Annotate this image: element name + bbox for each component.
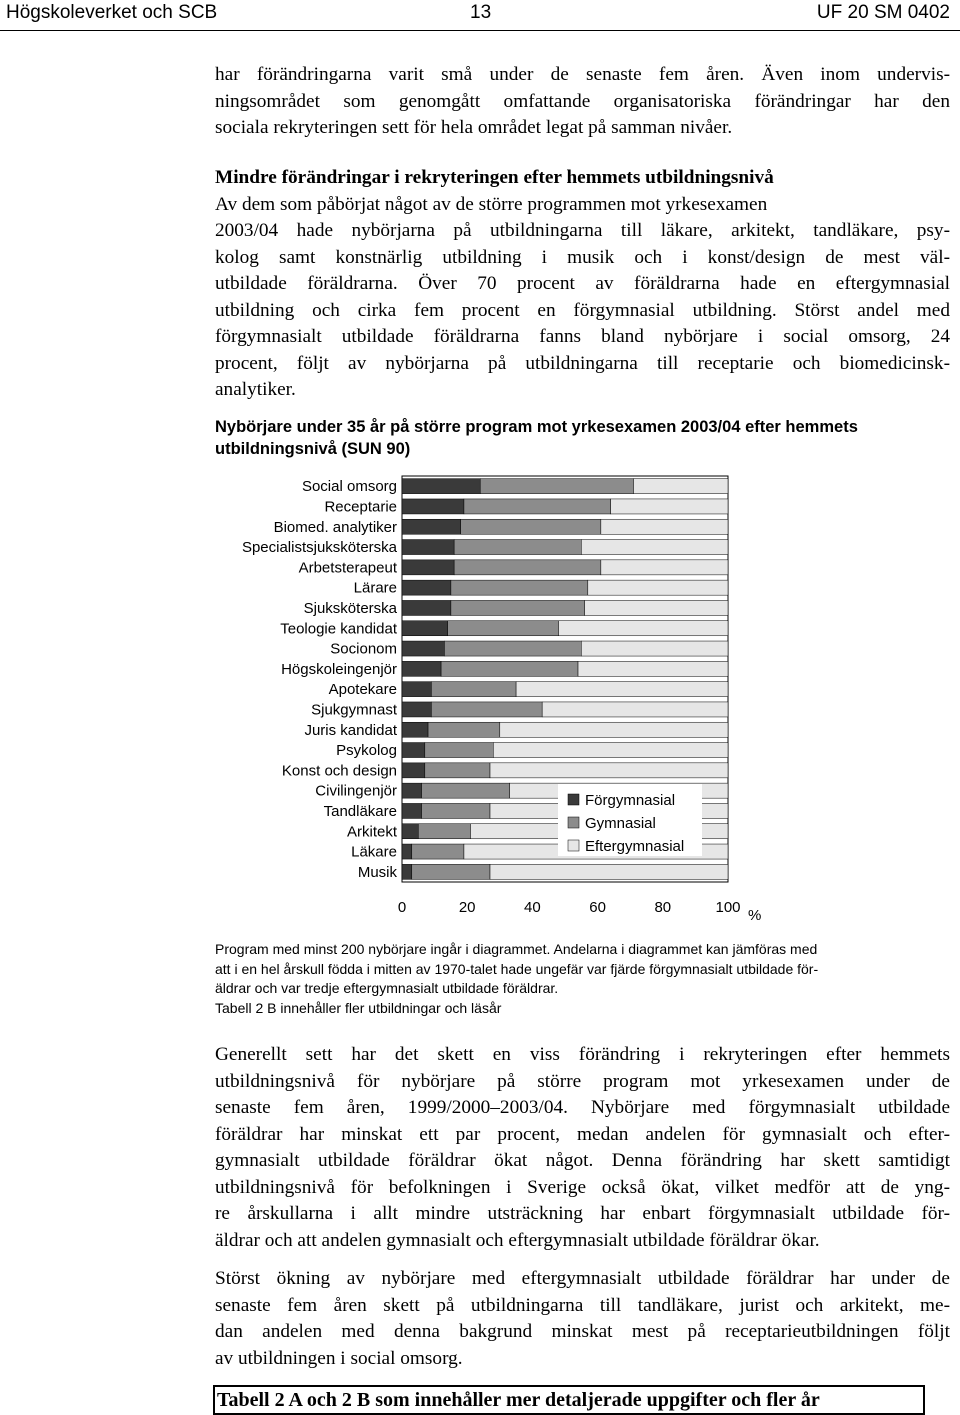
bar-segment xyxy=(402,499,464,514)
bar-segment xyxy=(402,763,425,778)
page-number: 13 xyxy=(470,2,492,23)
text-line: analytiker. xyxy=(215,379,296,400)
bar-segment xyxy=(428,722,500,737)
bar-segment xyxy=(542,702,728,717)
note-line: att i en hel årskull födda i mitten av 1970-talet hade ungefär var fjärde förgymnasialt utbildade för- xyxy=(215,960,819,977)
legend-label: Eftergymnasial xyxy=(585,838,685,855)
legend-label: Gymnasial xyxy=(585,815,656,832)
bar-segment xyxy=(402,560,454,575)
category-label: Specialistsjuksköterska xyxy=(241,539,397,557)
category-label: Receptarie xyxy=(324,498,397,516)
header-right: UF 20 SM 0402 xyxy=(816,2,950,23)
bar-segment xyxy=(585,600,728,615)
bar-segment xyxy=(402,864,412,879)
bar-segment xyxy=(581,540,728,555)
bar-segment xyxy=(402,641,444,656)
category-label: Psykolog xyxy=(336,742,397,760)
header-left: Högskoleverket och SCB xyxy=(6,2,218,23)
bar-segment xyxy=(402,661,441,676)
text-line: utbildningsnivå för nybörjare på större program mot yrkesexamen under de xyxy=(215,1070,950,1092)
bar-segment xyxy=(402,479,480,494)
intro-paragraph xyxy=(215,62,950,142)
text-line: procent, följt av nybörjarna på utbildningarna till receptarie och biomedicinsk- xyxy=(215,352,950,374)
category-label: Arbetsterapeut xyxy=(298,559,397,577)
category-label: Arkitekt xyxy=(346,823,397,841)
category-label: Apotekare xyxy=(328,681,397,699)
bar-segment xyxy=(480,479,633,494)
text-line: har förändringarna varit små under de senaste fem åren. Även inom undervis- xyxy=(215,64,950,85)
legend-swatch xyxy=(568,794,579,805)
x-axis-unit: % xyxy=(748,907,762,924)
bar-segment xyxy=(402,803,422,818)
bar-segment xyxy=(461,519,601,534)
bar-segment xyxy=(454,560,601,575)
section-heading: Mindre förändringar i rekryteringen efter hemmets utbildningsnivå xyxy=(215,167,774,188)
bar-segment xyxy=(402,844,412,859)
bar-segment xyxy=(402,743,425,758)
category-label: Juris kandidat xyxy=(304,721,397,739)
bar-segment xyxy=(444,641,581,656)
text-line: av utbildningen i social omsorg. xyxy=(215,1347,463,1369)
paragraph-2 xyxy=(215,1042,950,1254)
bar-segment xyxy=(425,763,490,778)
text-line: förgymnasialt utbildade föräldrarna fanns bland nybörjare i social omsorg, 24 xyxy=(215,326,950,347)
bar-segment xyxy=(441,661,578,676)
bar-segment xyxy=(558,621,728,636)
category-label: Sjuksköterska xyxy=(303,599,397,617)
bar-segment xyxy=(490,864,728,879)
bar-segment xyxy=(418,824,470,839)
text-line: utbildade föräldrarna. Över 70 procent av föräldrarna hade en eftergymnasial xyxy=(215,273,950,294)
text-line: sociala rekryteringen sett för hela området legat på samman nivåer. xyxy=(215,117,733,138)
figure-title-line: Nybörjare under 35 år på större program mot yrkesexamen 2003/04 efter hemmets xyxy=(215,418,858,436)
text-line: ningsområdet som genomgått omfattande organisatoriska förändringar har den xyxy=(215,90,950,112)
bar-segment xyxy=(402,682,431,697)
bar-segment xyxy=(402,540,454,555)
text-line: Störst ökning av nybörjare med eftergymnasialt utbildade föräldrar har under de xyxy=(215,1268,950,1289)
bar-segment xyxy=(611,499,728,514)
text-line: senaste fem åren, 1999/2000–2003/04. Nybörjare med förgymnasialt utbildade xyxy=(215,1097,950,1118)
note-line: äldrar och var tredje eftergymnasialt utbildade föräldrar. xyxy=(215,980,559,996)
category-label: Lärare xyxy=(353,579,397,597)
text-line: äldrar och att andelen gymnasialt och eftergymnasialt utbildade föräldrar ökar. xyxy=(215,1229,820,1251)
category-label: Läkare xyxy=(351,843,397,861)
text-line: utbildning och cirka fem procent en förgymnasial utbildning. Störst andel med xyxy=(215,299,950,321)
bar-segment xyxy=(402,722,428,737)
text-line: Generellt sett har det skett en viss förändring i rekryteringen efter hemmets xyxy=(215,1044,950,1065)
category-label: Konst och design xyxy=(281,762,397,780)
text-line: re årskullarna i allt mindre utsträckning har enbart förgymnasialt utbildade för- xyxy=(215,1203,950,1224)
bar-segment xyxy=(402,580,451,595)
bar-segment xyxy=(422,803,490,818)
x-tick-label: 20 xyxy=(458,899,476,916)
bar-segment xyxy=(425,743,493,758)
bar-segment xyxy=(451,600,585,615)
bar-segment xyxy=(464,499,611,514)
text-line: föräldrar har minskat ett par procent, medan andelen för gymnasialt och efter- xyxy=(215,1123,950,1145)
category-label: Socionom xyxy=(330,640,397,658)
category-label: Tandläkare xyxy=(323,802,397,820)
bar-segment xyxy=(578,661,728,676)
bar-segment xyxy=(412,864,490,879)
text-line: 2003/04 hade nybörjarna på utbildningarna till läkare, arkitekt, tandläkare, psy- xyxy=(215,220,950,241)
category-label: Civilingenjör xyxy=(315,782,397,800)
x-tick-label: 60 xyxy=(589,899,606,916)
bar-segment xyxy=(402,824,418,839)
figure-title-line: utbildningsnivå (SUN 90) xyxy=(215,440,411,458)
bar-segment xyxy=(431,682,516,697)
bar-segment xyxy=(402,600,451,615)
text-line: kolog samt konstnärlig utbildning i musik och i konst/design de mest väl- xyxy=(215,246,950,268)
legend-swatch xyxy=(568,840,579,851)
bar-segment xyxy=(490,763,728,778)
legend-label: Förgymnasial xyxy=(585,792,676,809)
bar-segment xyxy=(402,783,422,798)
category-label: Teologie kandidat xyxy=(280,620,397,638)
category-label: Högskoleingenjör xyxy=(281,660,397,678)
bar-segment xyxy=(412,844,464,859)
table-reference-box: Tabell 2 A och 2 B som innehåller mer detaljerade uppgifter och fler år xyxy=(213,1385,925,1415)
bar-segment xyxy=(633,479,728,494)
bar-segment xyxy=(431,702,542,717)
bar-segment xyxy=(588,580,728,595)
bar-segment xyxy=(601,560,728,575)
figure-title xyxy=(215,416,955,460)
bar-segment xyxy=(402,702,431,717)
bar-segment xyxy=(516,682,728,697)
x-tick-label: 40 xyxy=(524,899,541,916)
bar-segment xyxy=(422,783,510,798)
figure-note xyxy=(215,940,950,1018)
category-label: Musik xyxy=(357,863,397,881)
bar-segment xyxy=(500,722,728,737)
text-line: gymnasialt utbildade föräldrar ökat något. Denna förändring har skett samtidigt xyxy=(215,1150,950,1171)
legend-swatch xyxy=(568,817,579,828)
bar-segment xyxy=(454,540,581,555)
category-label: Social omsorg xyxy=(301,478,397,496)
category-label: Biomed. analytiker xyxy=(273,518,397,536)
text-line: senaste fem åren skett på utbildningarna till tandläkare, jurist och arkitekt, me- xyxy=(215,1294,950,1316)
header-rule xyxy=(0,30,960,31)
paragraph-3 xyxy=(215,1266,950,1372)
x-tick-label: 100 xyxy=(715,899,741,916)
bar-segment xyxy=(448,621,559,636)
bar-segment xyxy=(601,519,728,534)
note-line: Tabell 2 B innehåller fler utbildningar och läsår xyxy=(215,999,502,1016)
category-label: Sjukgymnast xyxy=(311,701,397,719)
x-tick-label: 80 xyxy=(654,899,672,916)
bar-segment xyxy=(581,641,728,656)
bar-segment xyxy=(451,580,588,595)
x-tick-label: 0 xyxy=(397,899,407,916)
section-paragraph xyxy=(215,165,950,404)
bar-segment xyxy=(402,621,448,636)
bar-segment xyxy=(493,743,728,758)
text-line: Av dem som påbörjat något av de större programmen mot yrkesexamen xyxy=(215,193,768,215)
text-line: dan andelen med denna bakgrund minskat mest på receptarieutbildningen följt xyxy=(215,1321,950,1342)
text-line: utbildningsnivå för befolkningen i Sverige också ökat, vilket medför att de yng- xyxy=(215,1176,950,1198)
page-header xyxy=(0,0,960,30)
bar-segment xyxy=(402,519,461,534)
note-line: Program med minst 200 nybörjare ingår i diagrammet. Andelarna i diagrammet kan jämföras med xyxy=(215,941,818,957)
stacked-bar-chart xyxy=(200,470,780,930)
